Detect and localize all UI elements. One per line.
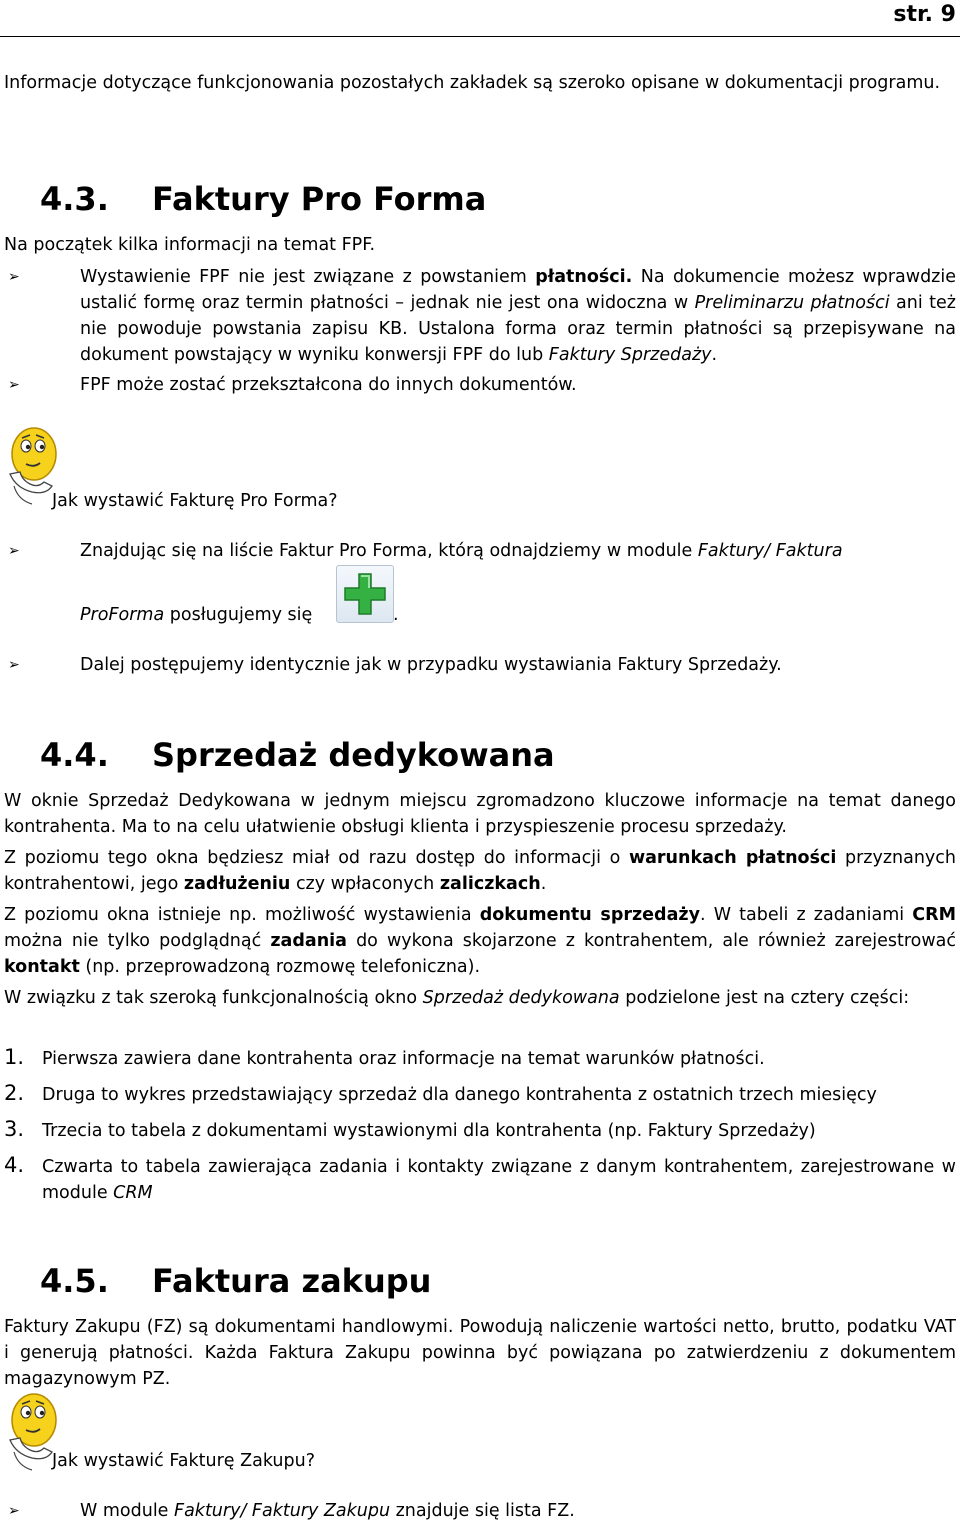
list-number: 4. [4, 1153, 25, 1177]
bullet-text: FPF może zostać przekształcona do innych dokumentów. [80, 375, 577, 395]
paragraph: Faktury Zakupu (FZ) są dokumentami handlowymi. Powodują naliczenie wartości netto, brutto, podatku VAT i generują płatności. Każda Faktura Zakupu powinna być powiązana po zatwierdzeniu z dokumentem magazynowym PZ. [4, 1317, 956, 1389]
section-title: Faktury Pro Forma [152, 180, 487, 218]
bullet-item [8, 264, 956, 368]
section-number: 4.4. [40, 736, 109, 774]
paragraph: W oknie Sprzedaż Dedykowana w jednym miejscu zgromadzono kluczowe informacje na temat danego kontrahenta. Ma to na celu ułatwienie obsługi klienta i przyspieszenie procesu sprzedaży. [4, 791, 956, 837]
lead-paragraph: Na początek kilka informacji na temat FPF. [4, 235, 376, 255]
list-number: 3. [4, 1117, 25, 1141]
bullet-continuation: ProForma posługujemy się [80, 605, 313, 625]
list-text: Trzecia to tabela z dokumentami wystawionymi dla kontrahenta (np. Faktury Sprzedaży) [42, 1121, 816, 1141]
section-number: 4.3. [40, 180, 109, 218]
list-item [4, 1082, 956, 1108]
arrow-bullet-icon: ➢ [8, 657, 20, 673]
paragraph: W związku z tak szeroką funkcjonalnością okno Sprzedaż dedykowana podzielone jest na cztery części: [4, 988, 910, 1008]
bullet-text: Wystawienie FPF nie jest związane z powstaniem płatności. Na dokumencie możesz wprawdzie ustalić formę oraz termin płatności – jednak nie jest ona widoczna w Preliminarzu płatności ani też nie powoduje powstania zapisu KB. Ustalona forma oraz termin płatności są przepisywane na dokument powstający w wyniku konwersji FPF do lub Faktury Sprzedaży. [80, 267, 957, 365]
arrow-bullet-icon: ➢ [8, 269, 20, 285]
intro-paragraph: Informacje dotyczące funkcjonowania pozostałych zakładek są szeroko opisane w dokumentacji programu. [4, 73, 941, 93]
list-text: Pierwsza zawiera dane kontrahenta oraz informacje na temat warunków płatności. [42, 1049, 765, 1069]
page-number: str. 9 [893, 2, 956, 27]
list-item [4, 1046, 956, 1072]
list-number: 1. [4, 1045, 25, 1069]
bullet-period: . [393, 605, 399, 625]
section-title: Sprzedaż dedykowana [152, 736, 555, 774]
list-text: Druga to wykres przedstawiający sprzedaż dla danego kontrahenta z ostatnich trzech miesięcy [42, 1085, 877, 1105]
bullet-text: Dalej postępujemy identycznie jak w przypadku wystawiania Faktury Sprzedaży. [80, 655, 782, 675]
arrow-bullet-icon: ➢ [8, 377, 20, 393]
question-heading: Jak wystawić Fakturę Pro Forma? [52, 491, 338, 511]
header-rule [0, 36, 960, 37]
bullet-item [8, 652, 956, 678]
section-title: Faktura zakupu [152, 1262, 432, 1300]
bullet-item [8, 372, 956, 398]
paragraph: Z poziomu tego okna będziesz miał od razu dostęp do informacji o warunkach płatności przyznanych kontrahentowi, jego zadłużeniu czy wpłaconych zaliczkach. [4, 848, 956, 894]
section-number: 4.5. [40, 1262, 109, 1300]
list-item [4, 1154, 956, 1206]
arrow-bullet-icon: ➢ [8, 543, 20, 559]
plus-icon [337, 566, 393, 622]
add-button[interactable] [336, 565, 394, 623]
section-heading-4-5 [0, 1262, 960, 1302]
arrow-bullet-icon: ➢ [8, 1503, 20, 1519]
bullet-text: Znajdując się na liście Faktur Pro Forma, którą odnajdziemy w module Faktury/ Faktura [80, 541, 843, 561]
section-heading-4-4 [0, 736, 960, 776]
list-item [4, 1118, 956, 1144]
bullet-item [8, 1498, 956, 1524]
paragraph: Z poziomu okna istnieje np. możliwość wystawienia dokumentu sprzedaży. W tabeli z zadaniami CRM można nie tylko podglądnąć zadania do wykona skojarzone z kontrahentem, ale również zarejestrować kontakt (np. przeprowadzoną rozmowę telefoniczna). [4, 905, 956, 977]
list-number: 2. [4, 1081, 25, 1105]
question-heading: Jak wystawić Fakturę Zakupu? [52, 1451, 315, 1471]
bullet-item [8, 538, 956, 564]
list-text: Czwarta to tabela zawierająca zadania i kontakty związane z danym kontrahentem, zarejestrowane w module CRM [42, 1157, 956, 1203]
bullet-text: W module Faktury/ Faktury Zakupu znajduje się lista FZ. [80, 1501, 575, 1521]
section-heading-4-3 [0, 180, 960, 220]
